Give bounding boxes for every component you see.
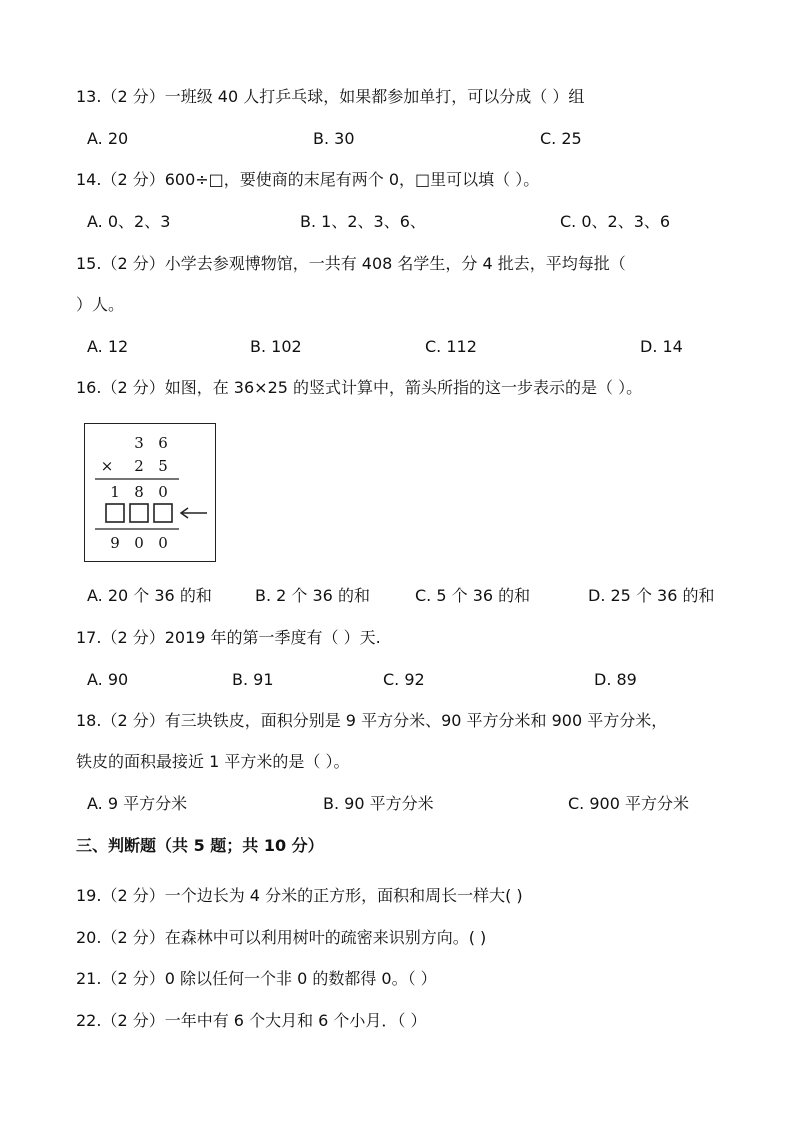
question-13-option-a: A. 20 <box>87 129 129 148</box>
question-16-option-b: B. 2 个 36 的和 <box>255 586 370 605</box>
multiply-sign: × <box>100 457 114 475</box>
question-15-stem: 15.（2 分）小学去参观博物馆，一共有 408 名学生，分 4 批去，平均每批（ <box>76 254 626 273</box>
vertical-multiplication-figure <box>84 423 216 562</box>
question-16-option-d: D. 25 个 36 的和 <box>588 586 715 605</box>
question-15-option-a: A. 12 <box>87 337 129 356</box>
question-20-stem: 20.（2 分）在森林中可以利用树叶的疏密来识别方向。( ) <box>76 928 487 947</box>
question-13-option-c: C. 25 <box>540 129 582 148</box>
question-15-option-b: B. 102 <box>250 337 302 356</box>
question-18-option-c: C. 900 平方分米 <box>568 794 689 813</box>
figure-digit: 8 <box>134 483 144 501</box>
figure-digit: 0 <box>158 483 168 501</box>
question-15-stem-cont: ）人。 <box>76 295 125 314</box>
question-18-option-a: A. 9 平方分米 <box>87 794 188 813</box>
left-arrow-icon <box>181 508 207 518</box>
question-15-option-d: D. 14 <box>640 337 683 356</box>
blank-box <box>130 504 148 522</box>
question-14-stem: 14.（2 分）600÷□，要使商的末尾有两个 0，□里可以填（ ）。 <box>76 170 540 189</box>
question-18-option-b: B. 90 平方分米 <box>323 794 434 813</box>
figure-digit: 0 <box>158 534 168 552</box>
question-16-option-c: C. 5 个 36 的和 <box>415 586 531 605</box>
question-13-option-b: B. 30 <box>313 129 355 148</box>
blank-box <box>154 504 172 522</box>
question-15-option-c: C. 112 <box>425 337 477 356</box>
question-18-stem-cont: 铁皮的面积最接近 1 平方米的是（ ）。 <box>76 752 350 771</box>
question-17-option-a: A. 90 <box>87 670 129 689</box>
question-16-option-a: A. 20 个 36 的和 <box>87 586 212 605</box>
figure-digit: 1 <box>110 483 120 501</box>
question-22-stem: 22.（2 分）一年中有 6 个大月和 6 个小月．（ ） <box>76 1011 427 1030</box>
figure-digit: 2 <box>134 457 144 475</box>
figure-digit: 6 <box>158 434 168 452</box>
figure-digit: 5 <box>158 457 168 475</box>
question-16-stem: 16.（2 分）如图，在 36×25 的竖式计算中，箭头所指的这一步表示的是（ ）。 <box>76 378 643 397</box>
question-21-stem: 21.（2 分）0 除以任何一个非 0 的数都得 0。（ ） <box>76 969 437 988</box>
section-title-judgement: 三、判断题（共 5 题；共 10 分） <box>76 836 324 855</box>
figure-digit: 3 <box>134 434 144 452</box>
question-14-option-b: B. 1、2、3、6、 <box>300 212 426 231</box>
question-14-option-a: A. 0、2、3 <box>87 212 171 231</box>
figure-digit: 0 <box>134 534 144 552</box>
question-17-option-b: B. 91 <box>232 670 274 689</box>
question-18-stem: 18.（2 分）有三块铁皮，面积分别是 9 平方分米、90 平方分米和 900 平方分米， <box>76 711 668 730</box>
question-17-stem: 17.（2 分）2019 年的第一季度有（ ）天. <box>76 628 381 647</box>
figure-digit: 9 <box>110 534 120 552</box>
question-17-option-c: C. 92 <box>383 670 425 689</box>
question-17-option-d: D. 89 <box>594 670 637 689</box>
question-19-stem: 19.（2 分）一个边长为 4 分米的正方形，面积和周长一样大( ) <box>76 886 523 905</box>
blank-box <box>106 504 124 522</box>
question-13-stem: 13.（2 分）一班级 40 人打乒乓球，如果都参加单打，可以分成（ ）组 <box>76 87 585 106</box>
question-14-option-c: C. 0、2、3、6 <box>560 212 671 231</box>
